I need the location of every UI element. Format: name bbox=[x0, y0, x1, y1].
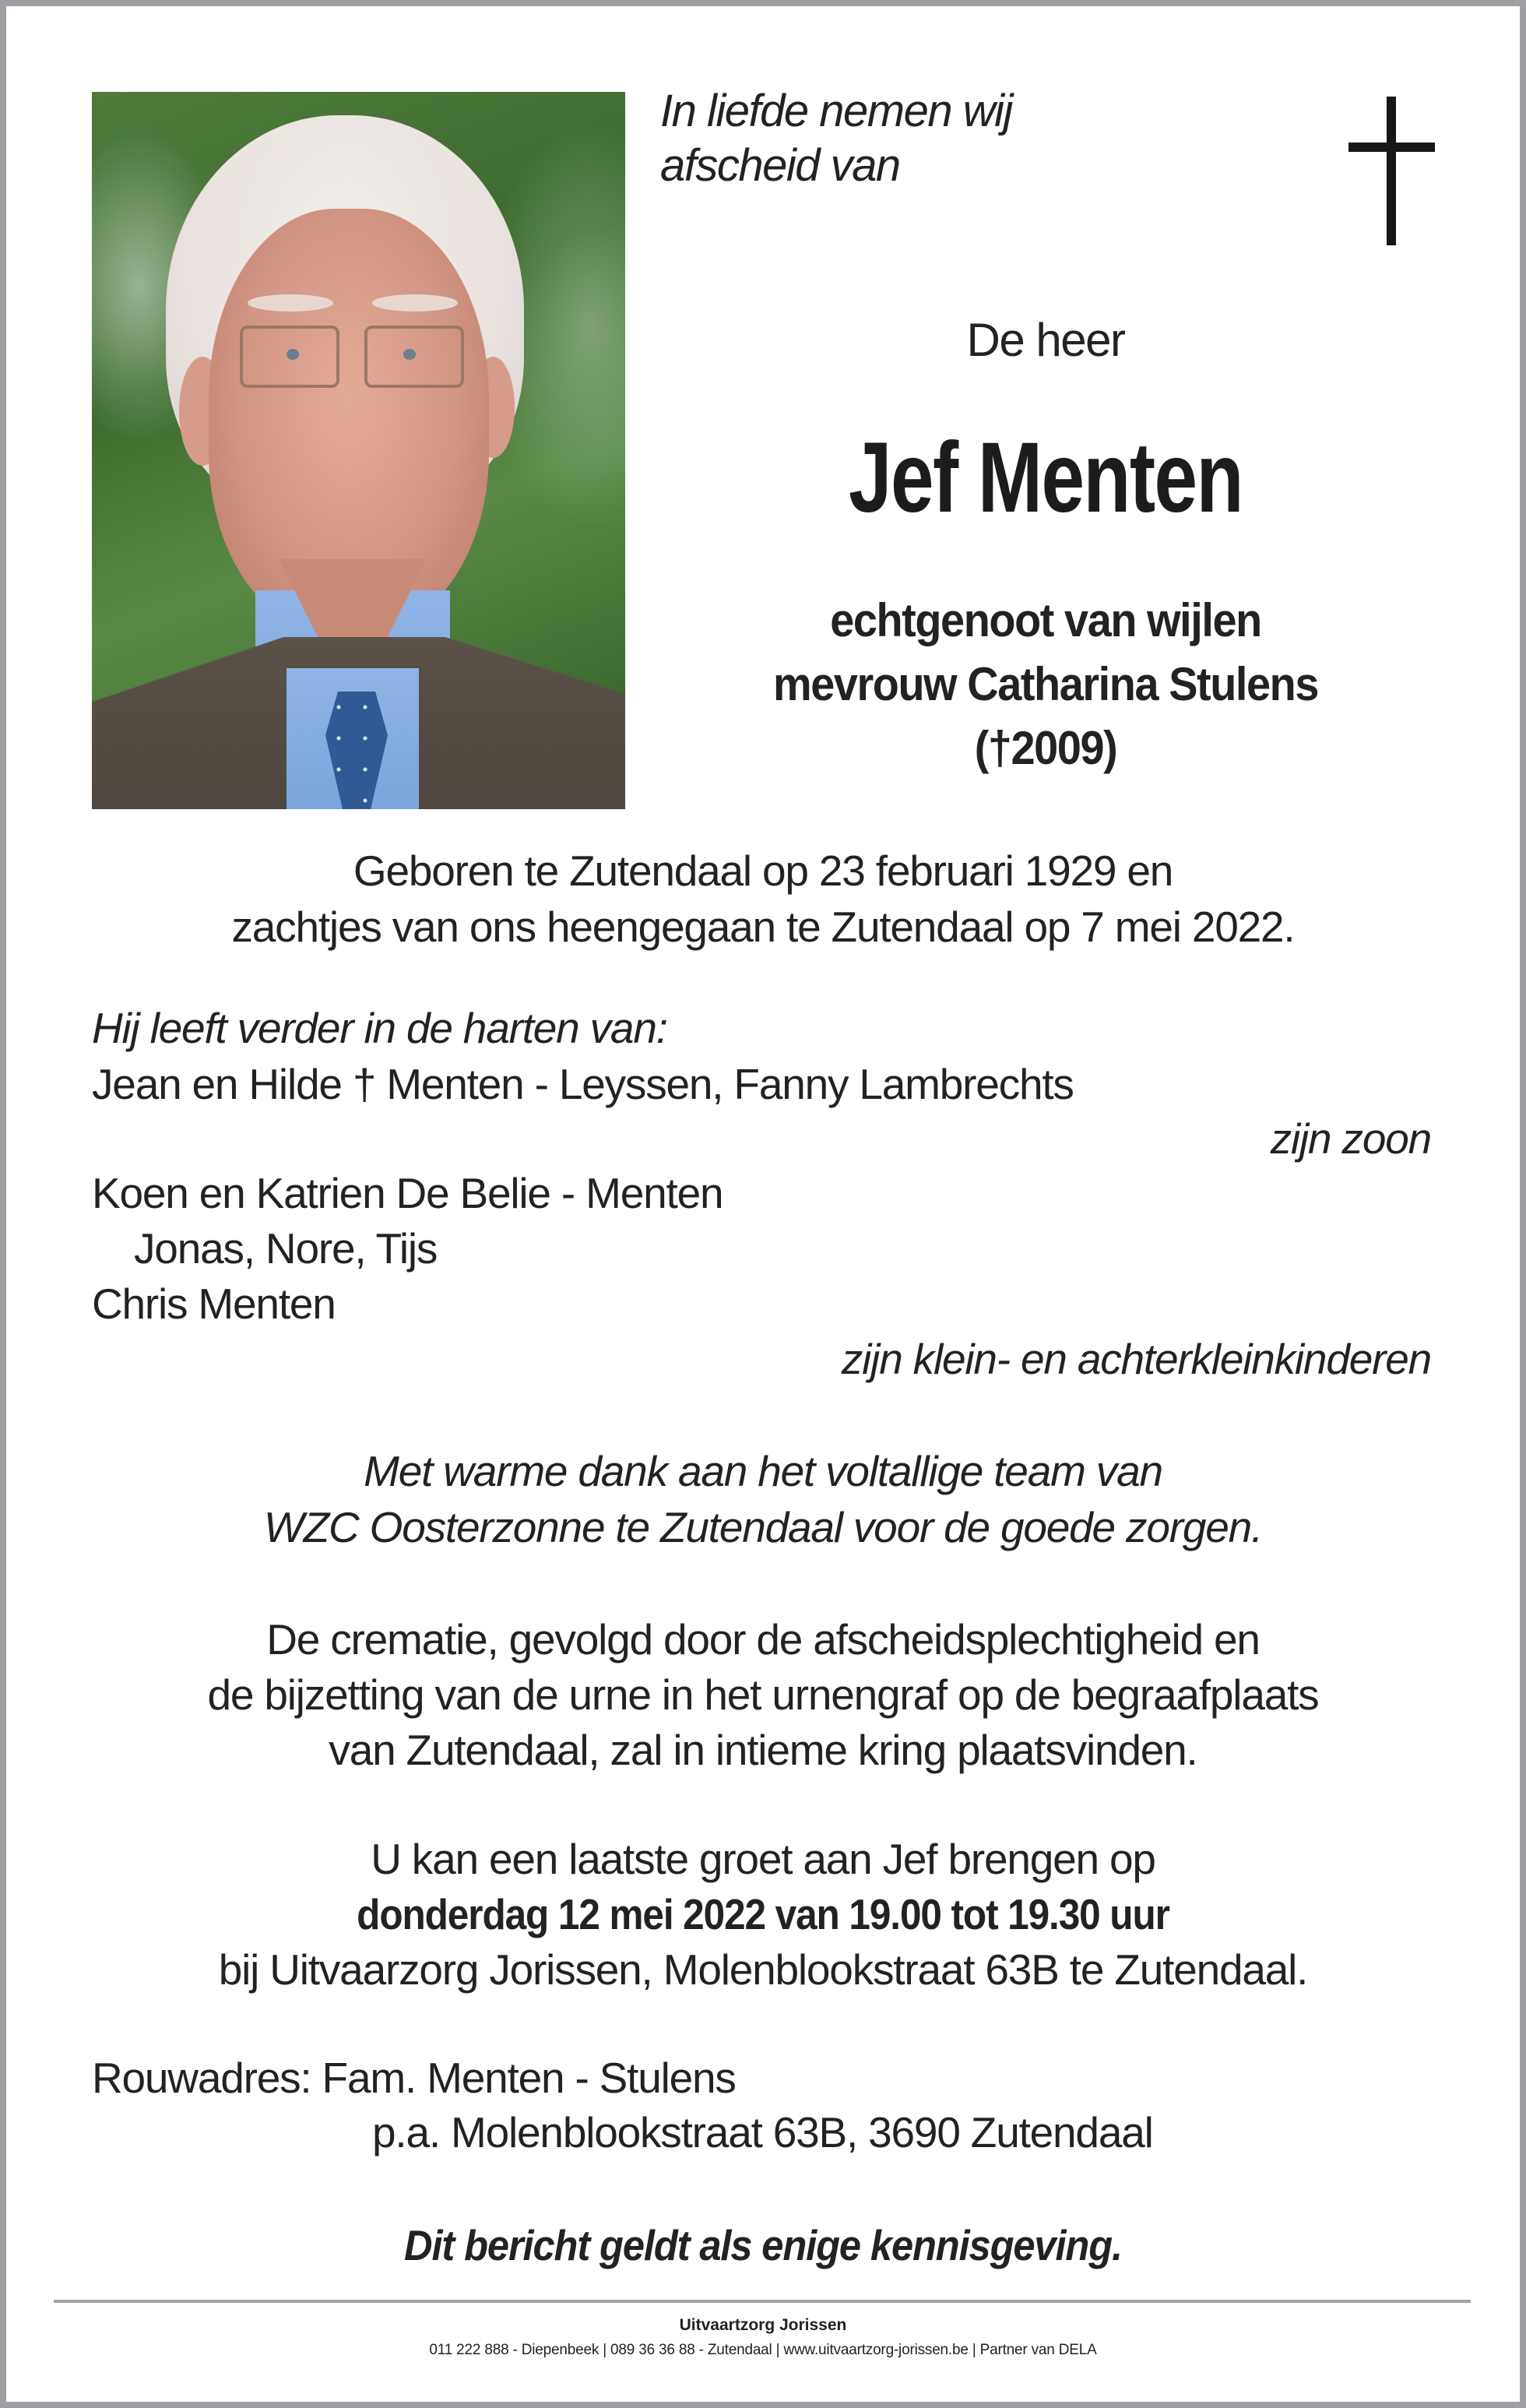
closing-statement: Dit bericht geldt als enige kennisgeving. bbox=[404, 2221, 1122, 2269]
portrait-photo bbox=[92, 92, 625, 809]
photo-brow-left bbox=[248, 294, 333, 312]
ceremony-line-3: van Zutendaal, zal in intieme kring plaatsvinden. bbox=[329, 1726, 1197, 1774]
survivors-heading: Hij leeft verder in de harten van: bbox=[92, 1004, 667, 1052]
mourning-address-line-1: Rouwadres: Fam. Menten - Stulens bbox=[92, 2054, 736, 2102]
visitation-datetime: donderdag 12 mei 2022 van 19.00 tot 19.30 uur bbox=[357, 1890, 1169, 1938]
salutation: De heer bbox=[966, 314, 1125, 366]
spouse-line-1: echtgenoot van wijlen bbox=[830, 594, 1261, 646]
mourning-address-line-2: p.a. Molenblookstraat 63B, 3690 Zutendaal bbox=[372, 2108, 1153, 2156]
spouse-line-3: (†2009) bbox=[974, 722, 1117, 774]
survivor-line-3: Jonas, Nore, Tijs bbox=[134, 1224, 438, 1273]
survivor-line-1: Jean en Hilde † Menten - Leyssen, Fanny Lambrechts bbox=[92, 1060, 1074, 1108]
thanks-text bbox=[0, 1443, 1526, 1555]
photo-brow-right bbox=[372, 294, 458, 312]
survivor-line-2: Koen en Katrien De Belie - Menten bbox=[92, 1169, 723, 1217]
photo-glasses bbox=[240, 326, 466, 388]
thanks-line-1: Met warme dank aan het voltallige team van bbox=[364, 1447, 1162, 1495]
visitation-info bbox=[0, 1832, 1526, 1998]
footer-contact-info: 011 222 888 - Diepenbeek | 089 36 36 88 - Zutendaal | www.uitvaartzorg-jorissen.be | Partner van DELA bbox=[429, 2342, 1097, 2358]
birth-line: Geboren te Zutendaal op 23 februari 1929 en bbox=[353, 847, 1173, 895]
death-line: zachtjes van ons heengegaan te Zutendaal op 7 mei 2022. bbox=[231, 903, 1295, 951]
intro-line-2: afscheid van bbox=[660, 140, 900, 191]
cross-icon-vertical bbox=[1387, 97, 1396, 245]
thanks-line-2: WZC Oosterzonne te Zutendaal voor de goede zorgen. bbox=[263, 1503, 1263, 1551]
ceremony-line-2: de bijzetting van de urne in het urnengraf op de begraafplaats bbox=[207, 1670, 1319, 1719]
visitation-intro: U kan een laatste groet aan Jef brengen op bbox=[371, 1835, 1155, 1883]
photo-eye-left bbox=[287, 349, 299, 360]
birth-death-info bbox=[0, 843, 1526, 955]
spouse-info bbox=[685, 589, 1406, 780]
deceased-name: Jef Menten bbox=[849, 422, 1243, 533]
ceremony-line-1: De crematie, gevolgd door de afscheidsplechtigheid en bbox=[266, 1615, 1260, 1663]
photo-eye-right bbox=[403, 349, 416, 360]
footer-company-name: Uitvaartzorg Jorissen bbox=[679, 2316, 847, 2334]
cross-icon-horizontal bbox=[1348, 143, 1435, 152]
intro-text bbox=[660, 84, 1012, 193]
relation-grandchildren: zijn klein- en achterkleinkinderen bbox=[841, 1335, 1431, 1383]
survivor-line-4: Chris Menten bbox=[92, 1280, 336, 1328]
spouse-line-2: mevrouw Catharina Stulens bbox=[772, 658, 1318, 710]
ceremony-text bbox=[0, 1612, 1526, 1778]
intro-line-1: In liefde nemen wij bbox=[660, 86, 1012, 136]
visitation-location: bij Uitvaarzorg Jorissen, Molenblookstraat 63B te Zutendaal. bbox=[218, 1945, 1308, 1994]
relation-son: zijn zoon bbox=[1270, 1114, 1431, 1163]
footer-divider bbox=[54, 2300, 1471, 2303]
